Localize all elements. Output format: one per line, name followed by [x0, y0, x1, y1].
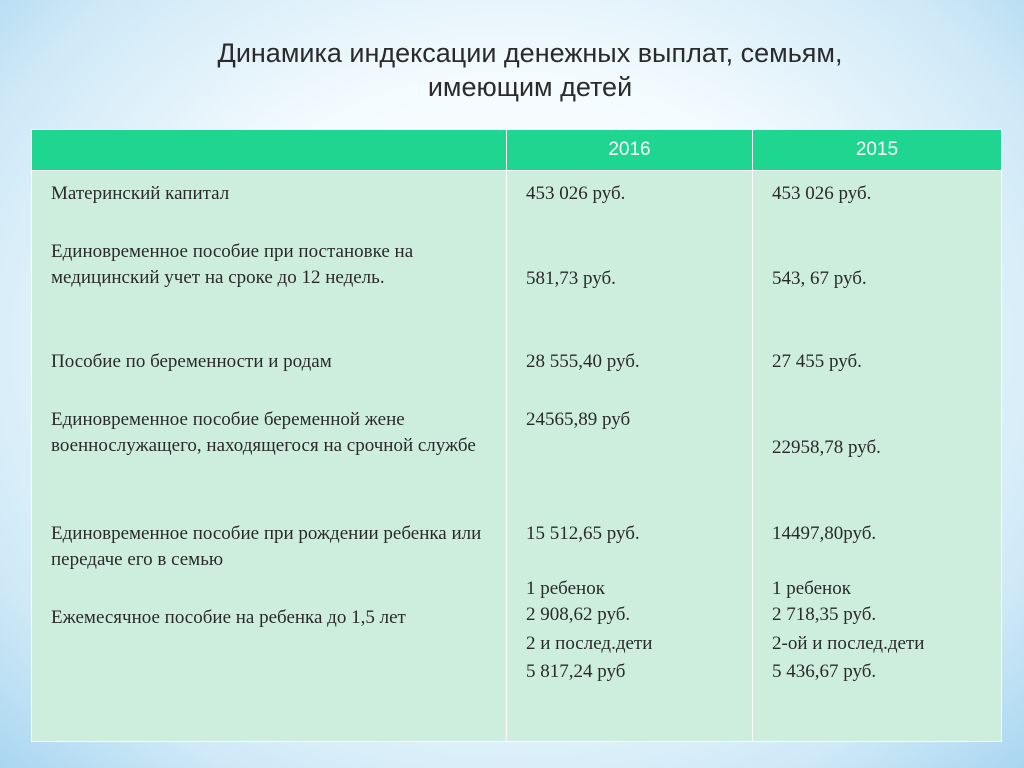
- value-2015-pregnancy-benefit: 27 455 руб.: [772, 351, 862, 372]
- table-row: [32, 171, 1002, 742]
- header-empty: [32, 130, 507, 171]
- value-2016-next-children-amount: 5 817,24 руб: [526, 661, 626, 682]
- values-2015-cell: [753, 171, 1002, 742]
- value-2016-maternity-capital: 453 026 руб.: [526, 183, 626, 204]
- value-2015-first-child-label: 1 ребенок: [772, 578, 851, 599]
- value-2016-pregnancy-benefit: 28 555,40 руб.: [526, 351, 640, 372]
- value-2016-first-child-amount: 2 908,62 руб.: [526, 604, 631, 625]
- title-line-2: имеющим детей: [427, 72, 633, 102]
- value-2015-next-children-amount: 5 436,67 руб.: [772, 661, 877, 682]
- value-2015-first-child-amount: 2 718,35 руб.: [772, 604, 877, 625]
- label-registration-benefit: Единовременное пособие при постановке на медицинский учет на сроке до 12 недель.: [51, 241, 414, 288]
- value-2015-maternity-capital: 453 026 руб.: [772, 183, 872, 204]
- values-2016-cell: [507, 171, 753, 742]
- value-2015-next-children-label: 2-ой и послед.дети: [772, 633, 925, 654]
- label-pregnancy-benefit: Пособие по беременности и родам: [51, 351, 332, 372]
- labels-cell: [32, 171, 507, 742]
- value-2016-first-child-label: 1 ребенок: [526, 578, 605, 599]
- value-2015-birth-benefit: 14497,80руб.: [772, 523, 877, 544]
- value-2015-registration-benefit: 543, 67 руб.: [772, 268, 867, 289]
- label-maternity-capital: Материнский капитал: [51, 183, 230, 204]
- label-soldier-wife-benefit: Единовременное пособие беременной жене военнослужащего, находящегося на срочной службе: [51, 409, 476, 456]
- label-birth-benefit: Единовременное пособие при рождении ребенка или передаче его в семью: [51, 523, 482, 570]
- label-monthly-benefit: Ежемесячное пособие на ребенка до 1,5 лет: [51, 607, 406, 628]
- payments-table: [31, 129, 1002, 742]
- header-2016: 2016: [507, 130, 753, 171]
- value-2016-registration-benefit: 581,73 руб.: [526, 268, 616, 289]
- value-2016-soldier-wife-benefit: 24565,89 руб: [526, 409, 631, 430]
- value-2016-birth-benefit: 15 512,65 руб.: [526, 523, 640, 544]
- header-2015: 2015: [753, 130, 1002, 171]
- table-header-row: [32, 130, 1002, 171]
- title-line-1: Динамика индексации денежных выплат, семьям,: [217, 38, 843, 68]
- value-2016-next-children-label: 2 и послед.дети: [526, 633, 653, 654]
- value-2015-soldier-wife-benefit: 22958,78 руб.: [772, 437, 881, 458]
- page-title: [0, 36, 1024, 104]
